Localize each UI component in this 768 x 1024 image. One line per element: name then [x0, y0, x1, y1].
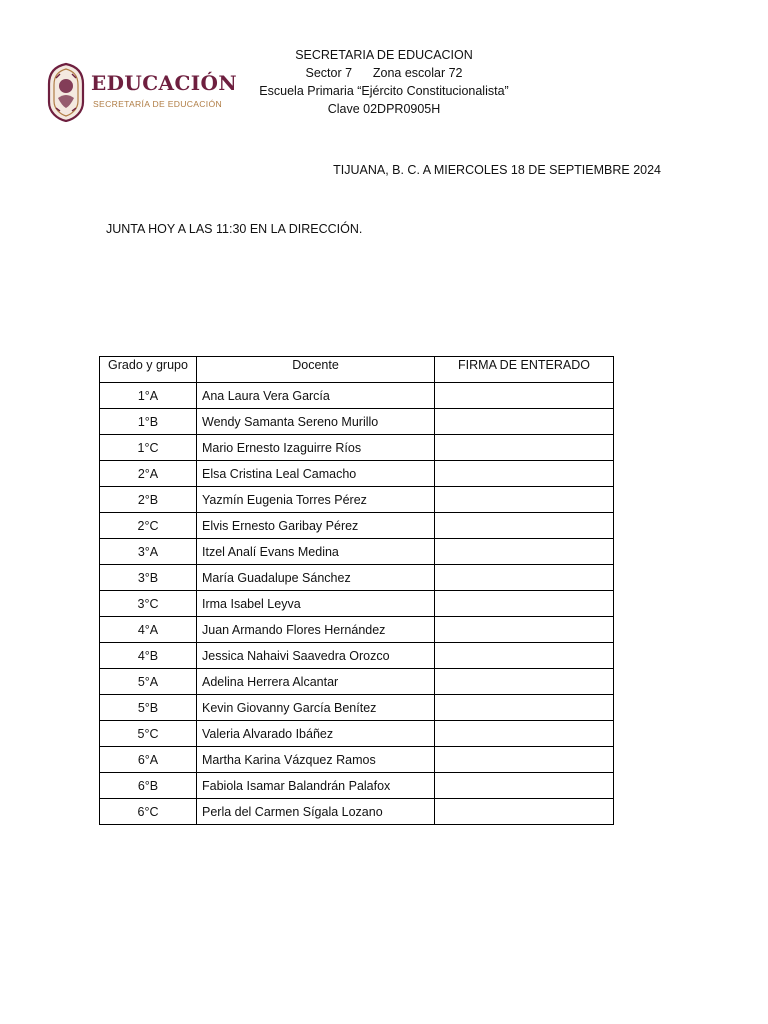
signature-cell — [435, 773, 614, 799]
teacher-name-cell: Valeria Alvarado Ibáñez — [197, 721, 435, 747]
grade-group-cell: 6°A — [100, 747, 197, 773]
header-escuela: Escuela Primaria “Ejército Constitucionalista” — [259, 84, 509, 98]
grade-group-cell: 3°B — [100, 565, 197, 591]
grade-group-cell: 6°C — [100, 799, 197, 825]
teacher-name-cell: Kevin Giovanny García Benítez — [197, 695, 435, 721]
signature-table — [99, 356, 614, 825]
education-logo — [46, 62, 238, 124]
signature-cell — [435, 591, 614, 617]
signature-cell — [435, 539, 614, 565]
table-row — [100, 721, 614, 747]
table-body — [100, 383, 614, 825]
seal-icon — [46, 62, 86, 122]
table-row — [100, 695, 614, 721]
teacher-name-cell: Perla del Carmen Sígala Lozano — [197, 799, 435, 825]
grade-group-cell: 3°A — [100, 539, 197, 565]
table-row — [100, 773, 614, 799]
signature-cell — [435, 409, 614, 435]
teacher-name-cell: María Guadalupe Sánchez — [197, 565, 435, 591]
grade-group-cell: 1°B — [100, 409, 197, 435]
grade-group-cell: 1°C — [100, 435, 197, 461]
teacher-name-cell: Irma Isabel Leyva — [197, 591, 435, 617]
signature-cell — [435, 461, 614, 487]
column-header-firma: FIRMA DE ENTERADO — [435, 357, 614, 383]
signature-cell — [435, 747, 614, 773]
table-row — [100, 409, 614, 435]
teacher-name-cell: Mario Ernesto Izaguirre Ríos — [197, 435, 435, 461]
table-row — [100, 799, 614, 825]
teacher-name-cell: Yazmín Eugenia Torres Pérez — [197, 487, 435, 513]
signature-cell — [435, 669, 614, 695]
signature-cell — [435, 721, 614, 747]
grade-group-cell: 2°C — [100, 513, 197, 539]
teacher-name-cell: Jessica Nahaivi Saavedra Orozco — [197, 643, 435, 669]
table-row — [100, 617, 614, 643]
grade-group-cell: 5°C — [100, 721, 197, 747]
signature-cell — [435, 565, 614, 591]
grade-group-cell: 5°A — [100, 669, 197, 695]
table-row — [100, 747, 614, 773]
signature-cell — [435, 487, 614, 513]
table-row — [100, 435, 614, 461]
logo-subtitle: SECRETARÍA DE EDUCACIÓN — [93, 99, 222, 109]
table-row — [100, 513, 614, 539]
grade-group-cell: 4°B — [100, 643, 197, 669]
table-row — [100, 461, 614, 487]
signature-cell — [435, 383, 614, 409]
table-header-row — [100, 357, 614, 383]
document-header — [234, 46, 534, 118]
date-line: TIJUANA, B. C. A MIERCOLES 18 DE SEPTIEMBRE 2024 — [333, 163, 661, 177]
grade-group-cell: 4°A — [100, 617, 197, 643]
column-header-docente: Docente — [197, 357, 435, 383]
signature-cell — [435, 695, 614, 721]
table-row — [100, 487, 614, 513]
column-header-grado: Grado y grupo — [100, 357, 197, 383]
grade-group-cell: 2°A — [100, 461, 197, 487]
header-clave: Clave 02DPR0905H — [327, 102, 441, 116]
table-row — [100, 383, 614, 409]
teacher-name-cell: Adelina Herrera Alcantar — [197, 669, 435, 695]
meeting-notice: JUNTA HOY A LAS 11:30 EN LA DIRECCIÓN. — [106, 222, 363, 236]
header-secretaria: SECRETARIA DE EDUCACION — [295, 48, 473, 62]
grade-group-cell: 3°C — [100, 591, 197, 617]
table-row — [100, 643, 614, 669]
teacher-name-cell: Juan Armando Flores Hernández — [197, 617, 435, 643]
teacher-name-cell: Martha Karina Vázquez Ramos — [197, 747, 435, 773]
table-row — [100, 669, 614, 695]
table-row — [100, 565, 614, 591]
logo-title: EDUCACIÓN — [91, 71, 238, 95]
teacher-name-cell: Elvis Ernesto Garibay Pérez — [197, 513, 435, 539]
table-row — [100, 591, 614, 617]
grade-group-cell: 2°B — [100, 487, 197, 513]
grade-group-cell: 5°B — [100, 695, 197, 721]
signature-cell — [435, 643, 614, 669]
signature-cell — [435, 617, 614, 643]
signature-cell — [435, 435, 614, 461]
teacher-name-cell: Elsa Cristina Leal Camacho — [197, 461, 435, 487]
teacher-name-cell: Itzel Analí Evans Medina — [197, 539, 435, 565]
teacher-name-cell: Ana Laura Vera García — [197, 383, 435, 409]
signature-cell — [435, 513, 614, 539]
grade-group-cell: 6°B — [100, 773, 197, 799]
grade-group-cell: 1°A — [100, 383, 197, 409]
signature-cell — [435, 799, 614, 825]
header-sector-zona: Sector 7 Zona escolar 72 — [305, 66, 463, 80]
teacher-name-cell: Wendy Samanta Sereno Murillo — [197, 409, 435, 435]
table-row — [100, 539, 614, 565]
teacher-name-cell: Fabiola Isamar Balandrán Palafox — [197, 773, 435, 799]
